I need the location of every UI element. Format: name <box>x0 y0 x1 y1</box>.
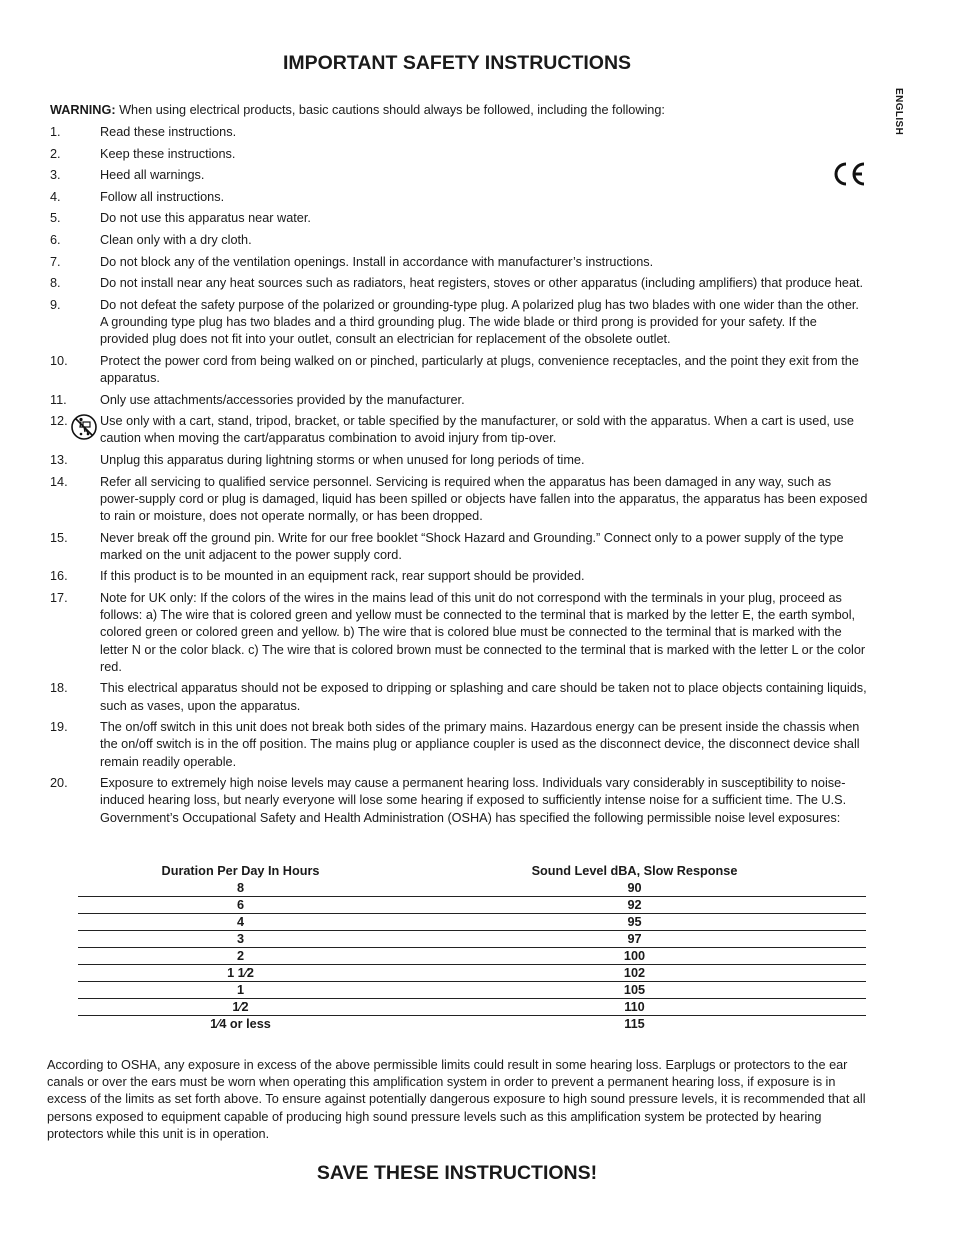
table-row <box>78 897 866 914</box>
table-row <box>78 965 866 982</box>
list-item <box>50 254 868 271</box>
list-item <box>50 530 868 564</box>
duration-cell: 2 <box>236 949 245 963</box>
cart-tipover-warning-icon <box>71 413 97 441</box>
list-item <box>50 413 868 447</box>
sound-level-cell: 92 <box>627 898 642 912</box>
noise-exposure-table-wrap <box>78 862 866 1032</box>
list-item <box>50 189 868 206</box>
duration-cell: 1 1⁄2 <box>227 966 254 980</box>
list-item <box>50 568 868 585</box>
duration-cell: 3 <box>236 932 245 946</box>
warning-label: WARNING: <box>50 103 116 117</box>
item-text: Refer all servicing to qualified service personnel. Servicing is required when the apparatus has been damaged in any way, such as power-supply cord or plug is damaged, liquid has been spilled or objects have fallen into the apparatus, the apparatus has been exposed to rain or moisture, does not operate normally, or has been dropped. <box>100 474 868 523</box>
item-text: Heed all warnings. <box>100 168 205 183</box>
osha-closing-paragraph: According to OSHA, any exposure in excess of the above permissible limits could result in some hearing loss. Earplugs or protectors to the ear canals or over the ears must be worn when operating this amplification system in order to prevent a permanent hearing loss, if exposure is in excess of the limits as set forth above. To ensure against potentially dangerous exposure to high sound pressure levels, it is recommended that all persons exposed to equipment capable of producing high sound pressure levels such as this amplification system be protected by hearing protectors while this unit is in operation. <box>47 1058 866 1141</box>
sound-level-cell: 102 <box>623 966 646 980</box>
sound-level-column-header: Sound Level dBA, Slow Response <box>531 864 738 878</box>
item-number: 6. <box>50 232 61 247</box>
item-text: Read these instructions. <box>100 125 237 139</box>
item-number: 8. <box>50 276 61 291</box>
item-text: Do not defeat the safety purpose of the polarized or grounding-type plug. A polarized plug has two blades with one wider than the other. A grounding type plug has two blades and a third grounding plug. The wide blade or third prong is provided for your safety. If the provided plug does not fit into your outlet, consult an electrician for replacement of the obsolete outlet. <box>100 297 859 347</box>
item-number: 17. <box>50 590 68 605</box>
item-text: Protect the power cord from being walked on or pinched, particularly at plugs, convenience receptacles, and the point they exit from the apparatus. <box>100 353 859 385</box>
item-text: Follow all instructions. <box>100 189 225 204</box>
language-tab: ENGLISH <box>893 88 904 136</box>
sound-level-cell: 105 <box>623 983 646 997</box>
item-number: 5. <box>50 211 61 226</box>
item-number: 18. <box>50 681 68 696</box>
list-item <box>50 452 868 469</box>
duration-cell: 1 <box>236 983 245 997</box>
item-text: The on/off switch in this unit does not break both sides of the primary mains. Hazardous energy can be present inside the chassis when the on/off switch is in the off position. The mains plug or appliance coupler is used as the disconnect device, the disconnect device shall remain readily operable. <box>100 720 860 769</box>
list-item <box>50 680 868 714</box>
list-item <box>50 719 868 771</box>
item-text: Do not install near any heat sources such as radiators, heat registers, stoves or other apparatus (including amplifiers) that produce heat. <box>100 276 864 291</box>
list-item <box>50 232 868 249</box>
warning-text: When using electrical products, basic cautions should always be followed, including the following: <box>119 103 665 117</box>
sound-level-cell: 90 <box>627 881 642 895</box>
item-number: 19. <box>50 720 68 735</box>
item-number: 4. <box>50 189 61 204</box>
item-text: If this product is to be mounted in an equipment rack, rear support should be provided. <box>100 569 585 584</box>
table-row <box>78 931 866 948</box>
duration-cell: 6 <box>236 898 245 912</box>
table-row <box>78 880 866 897</box>
list-item <box>50 353 868 387</box>
item-text: Note for UK only: If the colors of the wires in the mains lead of this unit do not correspond with the terminals in your plug, proceed as follows: a) The wire that is colored green and yellow must be connected to the terminal that is marked by the letter E, the earth symbol, colored green or colored green and yellow. b) The wire that is colored blue must be connected to the terminal that is marked with the letter N or the color black. c) The wire that is colored brown must be connected to the terminal that is marked with the letter L or the color red. <box>100 590 866 674</box>
list-item <box>50 275 868 292</box>
item-number: 16. <box>50 569 68 584</box>
item-text: Do not use this apparatus near water. <box>100 211 311 226</box>
table-row <box>78 948 866 965</box>
table-row <box>78 914 866 931</box>
table-header-row <box>78 862 866 880</box>
item-number: 15. <box>50 530 68 545</box>
table-row <box>78 999 866 1016</box>
item-number: 2. <box>50 146 61 161</box>
item-number: 1. <box>50 125 61 139</box>
item-text: Only use attachments/accessories provided by the manufacturer. <box>100 392 465 407</box>
item-number: 13. <box>50 452 68 467</box>
list-item <box>50 590 868 676</box>
item-number: 7. <box>50 254 61 269</box>
item-text: Exposure to extremely high noise levels may cause a permanent hearing loss. Individuals vary considerably in susceptibility to noise-induced hearing loss, but nearly everyone will lose some hearing if exposed to sufficiently intense noise for a sufficient time. The U.S. Government’s Occupational Safety and Health Administration (OSHA) has specified the following permissible noise level exposures: <box>100 776 847 825</box>
item-text: Do not block any of the ventilation openings. Install in accordance with manufacturer’s instructions. <box>100 254 654 269</box>
list-item <box>50 297 868 349</box>
item-text: Clean only with a dry cloth. <box>100 232 252 247</box>
item-text: Never break off the ground pin. Write for our free booklet “Shock Hazard and Grounding.” Connect only to a power supply of the type marked on the unit adjacent to the power supply cord. <box>100 530 844 562</box>
sound-level-cell: 110 <box>624 1000 645 1014</box>
item-number: 11. <box>50 392 67 407</box>
duration-cell: 4 <box>236 915 245 929</box>
duration-cell: 1⁄4 or less <box>210 1017 271 1031</box>
list-item <box>50 474 868 526</box>
item-number: 20. <box>50 776 68 791</box>
item-text: Unplug this apparatus during lightning storms or when unused for long periods of time. <box>100 452 585 467</box>
sound-level-cell: 95 <box>627 915 642 929</box>
instruction-list <box>50 124 868 831</box>
item-number: 14. <box>50 474 68 489</box>
item-number: 12. <box>50 414 68 429</box>
list-item <box>50 775 868 827</box>
item-number: 10. <box>50 353 68 368</box>
list-item <box>50 124 868 141</box>
duration-column-header: Duration Per Day In Hours <box>161 864 320 878</box>
noise-exposure-table <box>78 862 866 1032</box>
duration-cell: 8 <box>236 881 245 895</box>
list-item <box>50 210 868 227</box>
table-row <box>78 1016 866 1033</box>
item-text: Keep these instructions. <box>100 146 236 161</box>
save-instructions-title: SAVE THESE INSTRUCTIONS! <box>316 1162 598 1184</box>
item-text: Use only with a cart, stand, tripod, bracket, or table specified by the manufacturer, or sold with the apparatus. When a cart is used, use caution when moving the cart/apparatus combination to avoid injury from tip-over. <box>100 414 854 446</box>
list-item <box>50 392 868 409</box>
table-row <box>78 982 866 999</box>
item-text: This electrical apparatus should not be exposed to dripping or splashing and care should be taken not to place objects containing liquids, such as vases, upon the apparatus. <box>100 681 867 713</box>
item-number: 9. <box>50 297 61 312</box>
sound-level-cell: 115 <box>624 1017 645 1031</box>
sound-level-cell: 97 <box>627 932 642 946</box>
list-item <box>50 146 868 163</box>
list-item <box>50 167 868 184</box>
duration-cell: 1⁄2 <box>232 1000 249 1014</box>
item-number: 3. <box>50 168 61 183</box>
sound-level-cell: 100 <box>623 949 646 963</box>
warning-paragraph <box>50 102 870 119</box>
page-title: IMPORTANT SAFETY INSTRUCTIONS <box>282 52 632 74</box>
